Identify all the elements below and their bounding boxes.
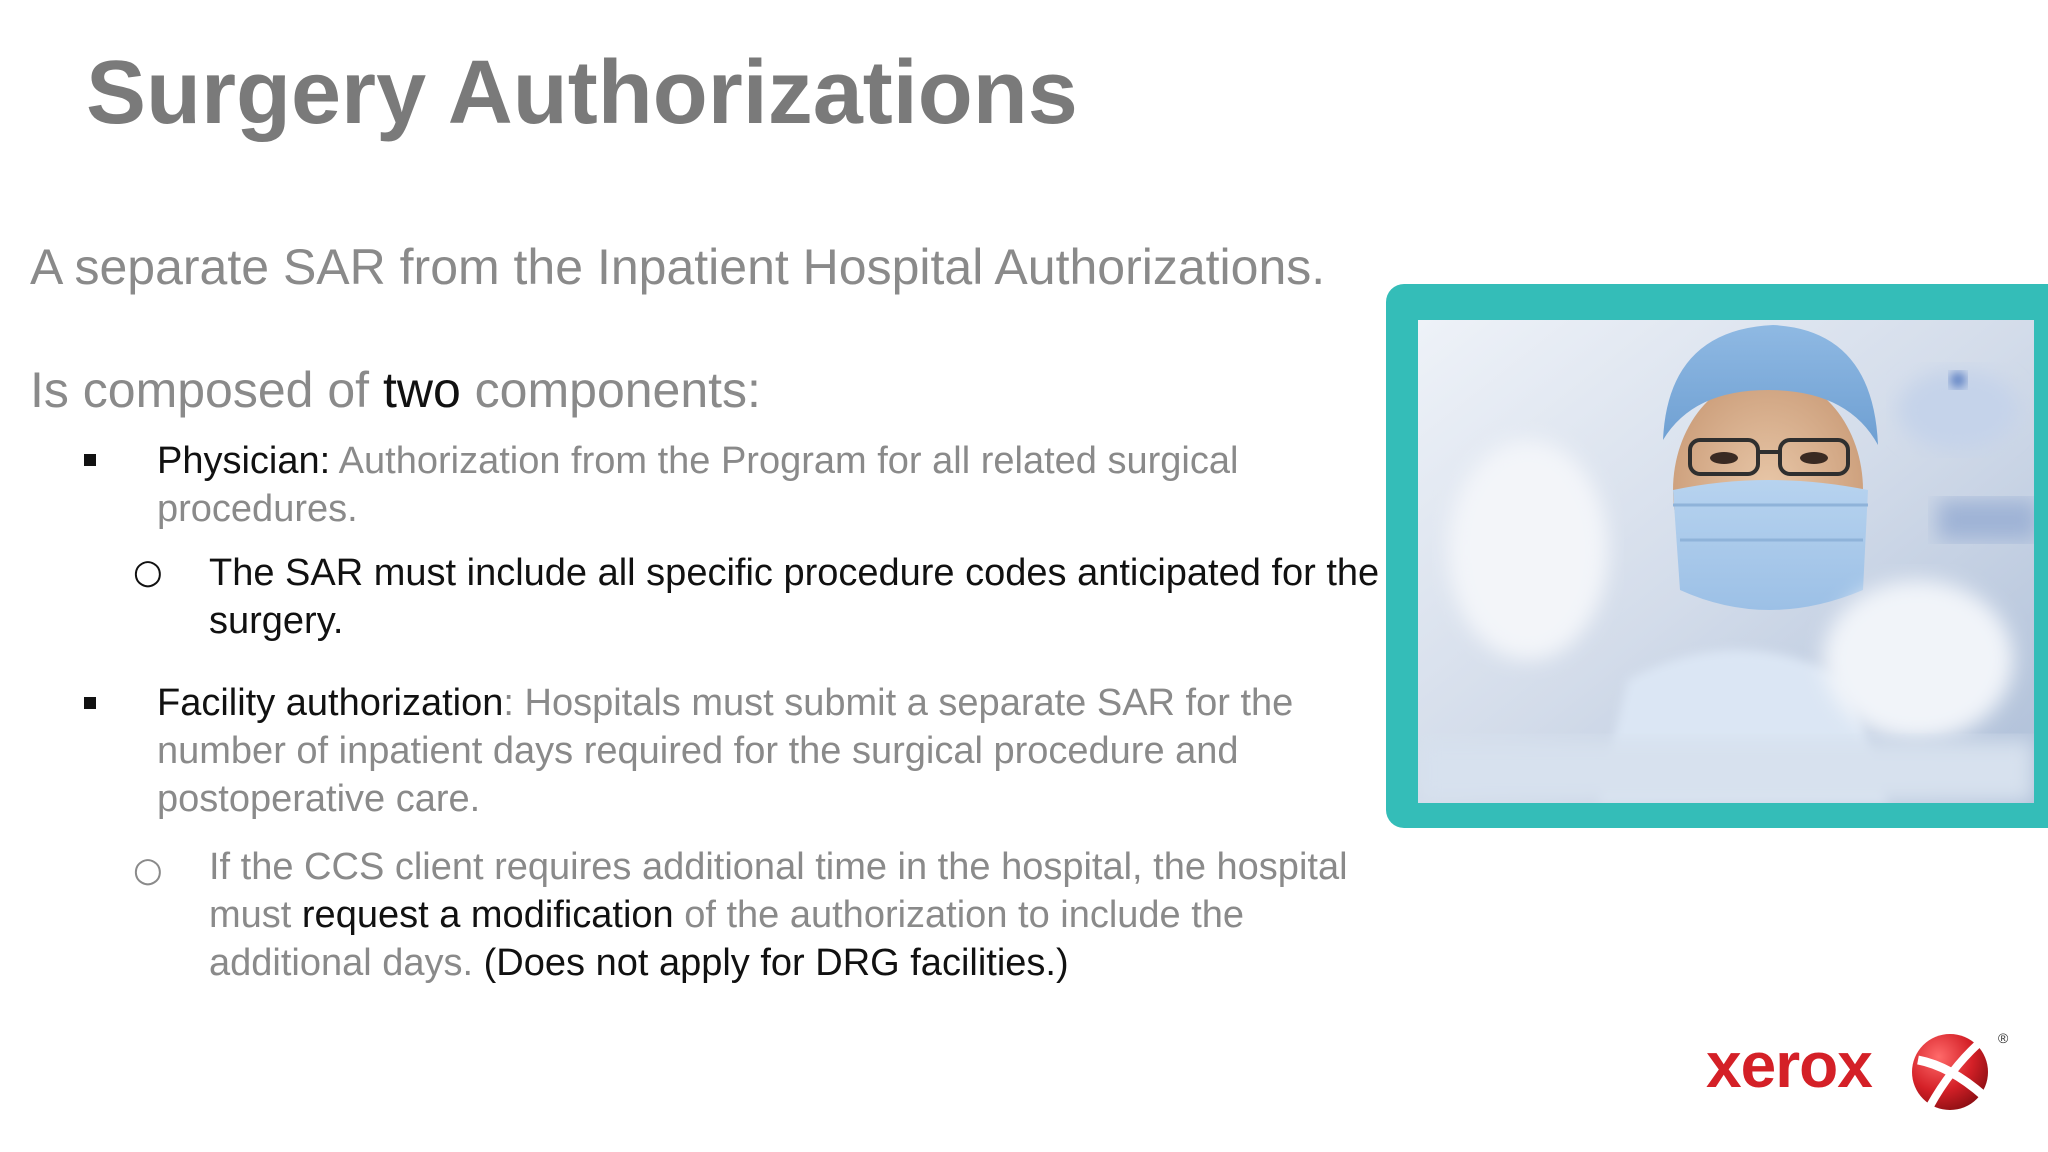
page-title: Surgery Authorizations — [86, 43, 1078, 143]
facility-sub-note: (Does not apply for DRG facilities.) — [483, 942, 1069, 984]
facility-sub-part2: of the authorization to include the additional days. — [209, 894, 1245, 984]
intro-text: A separate SAR from the Inpatient Hospital Authorizations. — [30, 239, 1326, 295]
xerox-logo — [1700, 1020, 2009, 1120]
facility-sub-emphasis: request a modification — [301, 894, 674, 936]
composed-emphasis: two — [382, 362, 461, 418]
physician-item — [157, 437, 1357, 533]
facility-label: Facility authorization — [157, 682, 504, 724]
composed-text — [30, 361, 761, 419]
facility-item — [157, 679, 1367, 823]
composed-prefix: Is composed of — [30, 362, 383, 418]
xerox-sphere-icon — [1910, 1026, 2000, 1121]
facility-text: : Hospitals must submit a separate SAR for the number of inpatient days required for the surgical procedure and postoperative care. — [157, 682, 1294, 820]
square-bullet-icon — [84, 454, 96, 466]
circle-bullet-icon: ○ — [133, 850, 163, 890]
surgeon-illustration — [1418, 320, 2034, 803]
composed-suffix: components: — [460, 362, 761, 418]
facility-sub-item — [209, 843, 1399, 987]
square-bullet-icon — [84, 697, 96, 709]
physician-sub-item: The SAR must include all specific procedure codes anticipated for the surgery. — [209, 552, 1380, 642]
surgeon-photo — [1418, 320, 2034, 803]
physician-text: Authorization from the Program for all related surgical procedures. — [157, 440, 1239, 530]
registered-mark: ® — [1998, 1030, 2009, 1046]
physician-label: Physician: — [157, 440, 331, 482]
logo-text: xerox — [1706, 1029, 1872, 1101]
facility-sub-part1: If the CCS client requires additional time in the hospital, the hospital must — [209, 846, 1348, 936]
circle-bullet-icon: ○ — [133, 552, 163, 592]
